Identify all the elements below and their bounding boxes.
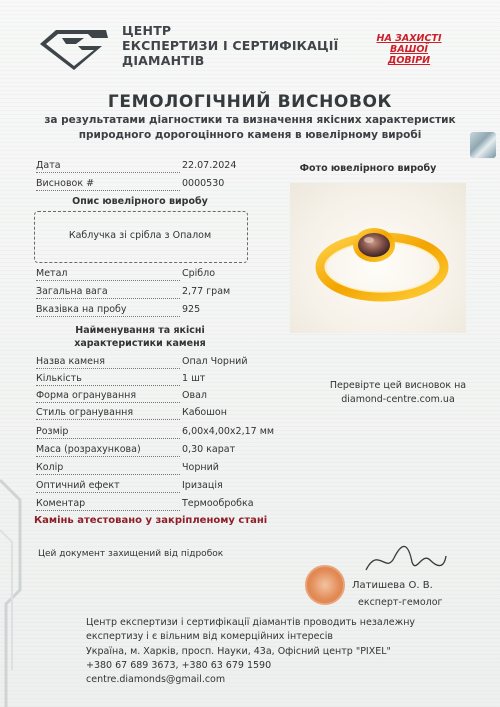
stone-row-value: 0,30 карат bbox=[182, 444, 236, 455]
stone-heading-line: Найменування та якісні bbox=[75, 325, 205, 336]
org-name bbox=[122, 23, 338, 68]
stone-row-label: Кількість bbox=[36, 373, 180, 386]
metal-label: Метал bbox=[36, 268, 180, 281]
subtitle-line: за результатами діагностики та визначення якісних характеристик bbox=[44, 114, 456, 126]
stone-heading-line: характеристики каменя bbox=[74, 338, 206, 349]
stone-row-label: Стиль огранування bbox=[36, 407, 180, 420]
conclusion-number-label: Висновок # bbox=[36, 178, 180, 191]
stone-row bbox=[36, 373, 296, 385]
assay-label: Вказівка на пробу bbox=[36, 304, 180, 317]
verify-line: Перевірте цей висновок на bbox=[329, 380, 467, 391]
footer-statement bbox=[86, 616, 415, 644]
document-subtitle bbox=[30, 113, 470, 143]
stone-row-value: Іризація bbox=[182, 480, 223, 491]
subtitle-line: природного дорогоцінного каменя в ювелірному виробі bbox=[78, 129, 422, 141]
verify-note bbox=[318, 379, 478, 407]
stone-heading bbox=[34, 324, 246, 350]
document-title: ГЕМОЛОГІЧНИЙ ВИСНОВОК bbox=[107, 92, 393, 112]
stone-row bbox=[36, 407, 296, 419]
stone-row-label: Назва каменя bbox=[36, 356, 180, 369]
conclusion-number-value: 0000530 bbox=[182, 178, 225, 189]
stone-row-label: Розмір bbox=[36, 426, 180, 439]
stone-row-value: Кабошон bbox=[182, 407, 227, 418]
attested-note: Камінь атестовано у закріпленому стані bbox=[34, 515, 268, 526]
stone-row bbox=[36, 498, 296, 510]
stone-row bbox=[36, 480, 296, 492]
stone-row bbox=[36, 426, 296, 438]
photo-label: Фото ювелірного виробу bbox=[299, 163, 437, 174]
decorative-pattern-icon bbox=[0, 470, 34, 707]
footer-contacts bbox=[86, 645, 391, 687]
signer-name: Латишева О. В. bbox=[352, 580, 433, 591]
weight-label: Загальна вага bbox=[36, 286, 180, 299]
stone-row-value: 6,00x4,00x2,17 мм bbox=[182, 426, 275, 437]
metal-value: Срібло bbox=[182, 268, 216, 279]
slogan-line: НА ЗАХИСТІ bbox=[376, 33, 442, 44]
protected-note: Цей документ захищений від підробок bbox=[38, 549, 224, 559]
date-row bbox=[36, 160, 296, 172]
stone-row bbox=[36, 390, 296, 402]
org-line: ЕКСПЕРТИЗИ І СЕРТИФІКАЦІЇ bbox=[122, 38, 339, 53]
date-label: Дата bbox=[36, 160, 180, 173]
footer-line: експертизу і є вільним від комерційних інтересів bbox=[86, 631, 333, 642]
stone-row-value: Опал Чорний bbox=[182, 356, 248, 367]
stone-row-value: Овал bbox=[182, 390, 207, 401]
stone-row bbox=[36, 356, 296, 368]
stone-row-value: Термообробка bbox=[182, 498, 254, 509]
verify-link[interactable]: diamond-centre.com.ua bbox=[341, 394, 455, 405]
metal-row bbox=[36, 268, 296, 280]
signer-role: експерт-гемолог bbox=[358, 597, 443, 608]
stone-row bbox=[36, 462, 296, 474]
footer-phones: +380 67 689 3673, +380 63 679 1590 bbox=[86, 660, 272, 671]
item-description: Каблучка зі срібла з Опалом bbox=[68, 230, 212, 241]
ring-photo bbox=[290, 183, 466, 333]
footer-line: Центр експертизи і сертифікації діамантів проводить незалежну bbox=[86, 617, 416, 628]
signature-icon bbox=[360, 540, 450, 580]
weight-value: 2,77 грам bbox=[182, 286, 231, 297]
stone-row-value: 1 шт bbox=[182, 373, 206, 384]
assay-value: 925 bbox=[182, 304, 201, 315]
weight-row bbox=[36, 286, 296, 298]
conclusion-number-row bbox=[36, 178, 296, 190]
hologram-sticker bbox=[470, 132, 496, 158]
slogan-line: ДОВІРИ bbox=[387, 55, 431, 66]
stone-row-label: Коментар bbox=[36, 498, 180, 511]
footer-email[interactable]: centre.diamonds@gmail.com bbox=[86, 674, 226, 685]
org-line: ДІАМАНТІВ bbox=[122, 53, 205, 68]
assay-row bbox=[36, 304, 296, 316]
seal-stamp bbox=[305, 565, 345, 605]
stone-row-label: Колір bbox=[36, 462, 180, 475]
stone-row bbox=[36, 444, 296, 456]
stone-row-label: Форма огранування bbox=[36, 390, 180, 403]
diamond-logo-icon bbox=[36, 24, 112, 72]
slogan bbox=[370, 33, 448, 66]
item-heading: Опис ювелірного виробу bbox=[72, 196, 208, 207]
stone-row-label: Оптичний ефект bbox=[36, 480, 180, 493]
date-value: 22.07.2024 bbox=[182, 160, 237, 171]
org-line: ЦЕНТР bbox=[122, 23, 172, 38]
stone-row-value: Чорний bbox=[182, 462, 219, 473]
stone-row-label: Маса (розрахункова) bbox=[36, 444, 180, 457]
ring-image-icon bbox=[290, 183, 466, 333]
slogan-line: ВАШОЇ bbox=[390, 44, 428, 55]
footer-address: Україна, м. Харків, просп. Науки, 43а, Офісний центр "PIXEL" bbox=[86, 646, 391, 657]
